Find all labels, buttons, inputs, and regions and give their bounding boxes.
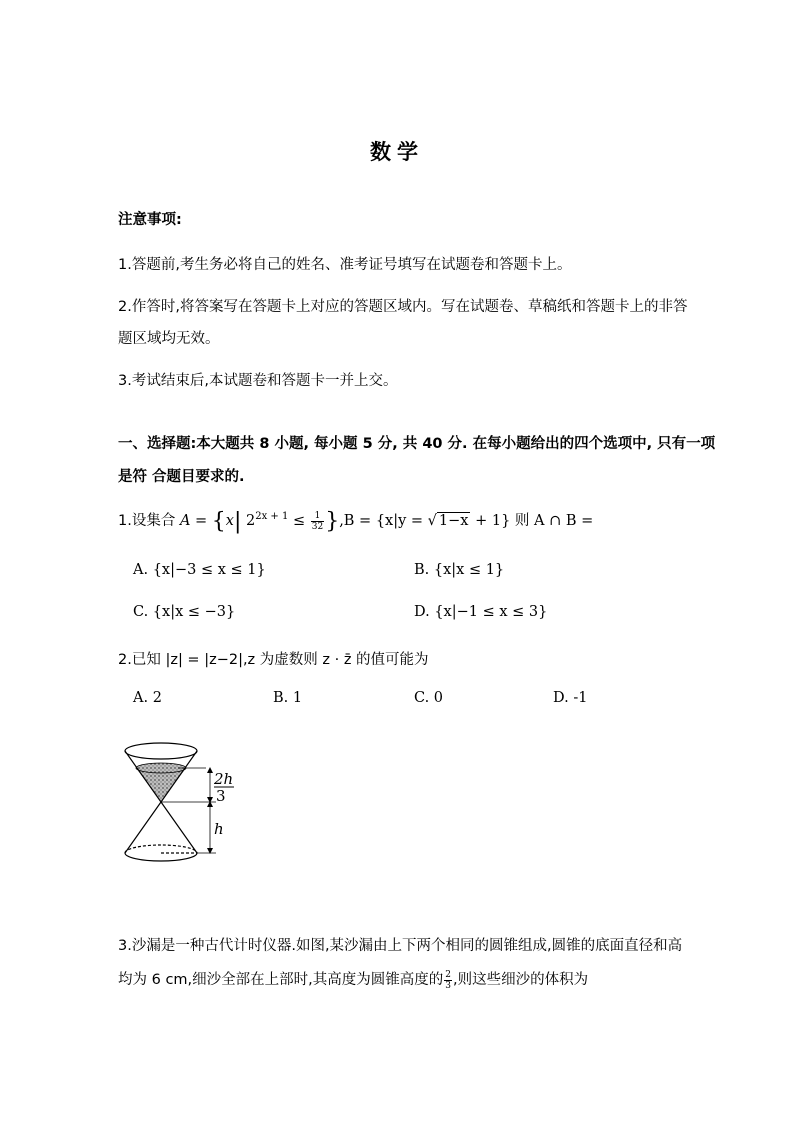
q1-option-c: C. {x|x ≤ −3} xyxy=(133,604,236,620)
q1-option-d: D. {x|−1 ≤ x ≤ 3} xyxy=(414,604,548,620)
notice-item-2-line-1: 2.作答时,将答案写在答题卡上对应的答题区域内。写在试题卷、草稿纸和答题卡上的非答 xyxy=(118,299,688,315)
notice-item-1: 1.答题前,考生务必将自己的姓名、准考证号填写在试题卷和答题卡上。 xyxy=(118,257,572,273)
fraction-denominator: 3 xyxy=(445,980,451,991)
question-3-line-2 xyxy=(118,968,588,991)
question-3-line-2-post: ,则这些细沙的体积为 xyxy=(453,972,589,988)
hourglass-figure xyxy=(118,735,248,867)
label-three: 3 xyxy=(216,787,226,805)
question-3-line-1: 3.沙漏是一种古代计时仪器.如图,某沙漏由上下两个相同的圆锥组成,圆锥的底面直径和高 xyxy=(118,938,683,954)
q1-option-a: A. {x|−3 ≤ x ≤ 1} xyxy=(133,562,266,578)
notice-heading: 注意事项: xyxy=(118,212,182,228)
fraction-numerator: 2 xyxy=(445,969,451,980)
q2-option-b: B. 1 xyxy=(273,690,303,706)
fraction-2-3 xyxy=(444,970,452,991)
sqrt-sign: √ xyxy=(427,513,437,529)
fraction-numerator: 1 xyxy=(311,511,324,522)
section-heading-line-1: 一、选择题:本大题共 8 小题, 每小题 5 分, 共 40 分. 在每小题给出的四个选项中, 只有一项 xyxy=(118,436,716,452)
question-1-prefix: 1.设集合 xyxy=(118,513,176,529)
set-b-tail: + 1} 则 A ∩ B = xyxy=(475,513,594,529)
power-base: 2 xyxy=(246,513,256,529)
bottom-ellipse-back xyxy=(125,845,197,853)
sqrt-body: 1−x xyxy=(438,513,469,529)
fraction-denominator: 32 xyxy=(311,521,324,532)
set-a-var: x xyxy=(225,513,234,529)
bar: | xyxy=(233,509,242,534)
question-3-line-2-pre: 均为 6 cm,细沙全部在上部时,其高度为圆锥高度的 xyxy=(118,972,444,988)
question-2-stem: 2.已知 |z| = |z−2|,z 为虚数则 z · z̄ 的值可能为 xyxy=(118,652,429,668)
label-h: h xyxy=(214,820,224,838)
power-exponent: 2x + 1 xyxy=(255,511,289,522)
q2-option-c: C. 0 xyxy=(414,690,444,706)
q2-option-d: D. -1 xyxy=(553,690,588,706)
leq-sign: ≤ xyxy=(292,513,306,529)
fraction-1-32 xyxy=(311,511,324,532)
set-a-lhs: A = xyxy=(179,513,208,529)
question-1-stem xyxy=(118,509,593,534)
right-brace: } xyxy=(325,509,340,534)
notice-item-3: 3.考试结束后,本试题卷和答题卡一并上交。 xyxy=(118,373,398,389)
left-brace: { xyxy=(211,509,226,534)
set-b-def: ,B = {x|y = xyxy=(339,513,424,529)
label-two-h: 2h xyxy=(214,770,234,788)
bottom-ellipse-front xyxy=(125,853,197,861)
top-cone-base-ellipse xyxy=(125,743,197,759)
q2-option-a: A. 2 xyxy=(133,690,162,706)
section-heading-line-2: 是符 合题目要求的. xyxy=(118,469,245,485)
q1-option-b: B. {x|x ≤ 1} xyxy=(414,562,505,578)
page-title: 数学 xyxy=(370,140,424,164)
notice-item-2-line-2: 题区域均无效。 xyxy=(118,331,220,347)
